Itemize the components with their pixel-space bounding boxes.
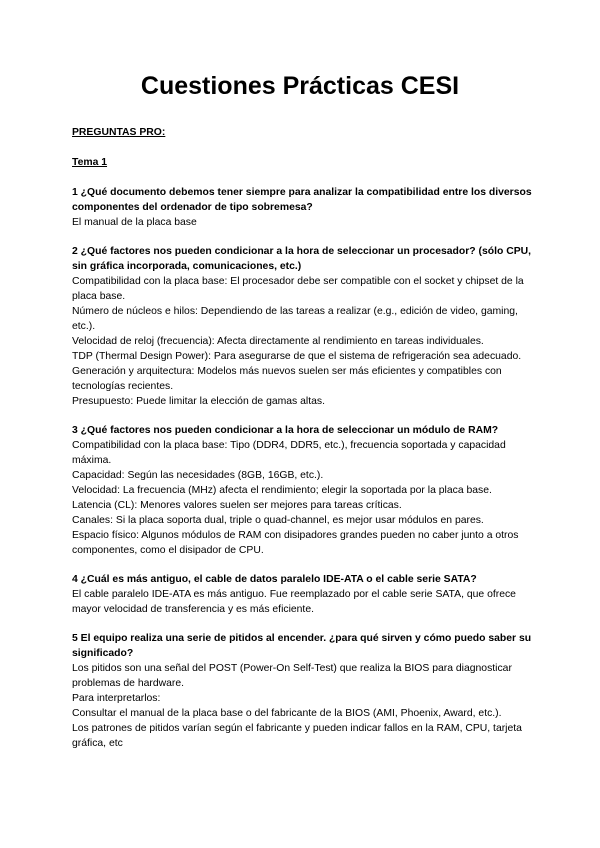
answer-line: Los patrones de pitidos varían según el fabricante y pueden indicar fallos en la RAM, CPU, tarjeta gráfica, etc	[72, 723, 522, 749]
topic-heading: Tema 1	[72, 157, 108, 168]
document-title: Cuestiones Prácticas CESI	[140, 72, 460, 100]
answer-line: Número de núcleos e hilos: Dependiendo de las tareas a realizar (e.g., edición de video, gaming, etc.).	[72, 306, 518, 332]
answer-line: TDP (Thermal Design Power): Para asegurarse de que el sistema de refrigeración sea adecuado.	[72, 351, 522, 362]
answer-line: Compatibilidad con la placa base: Tipo (DDR4, DDR5, etc.), frecuencia soportada y capacidad máxima.	[72, 440, 506, 466]
answer-line: Capacidad: Según las necesidades (8GB, 16GB, etc.).	[72, 470, 324, 481]
answer-line: Velocidad de reloj (frecuencia): Afecta directamente al rendimiento en tareas individuales.	[72, 336, 484, 347]
answer-line: Latencia (CL): Menores valores suelen ser mejores para tareas críticas.	[72, 500, 402, 511]
answer-line: Espacio físico: Algunos módulos de RAM con disipadores grandes pueden no caber junto a otros componentes, como el disipador de CPU.	[72, 530, 519, 556]
answer-line: Compatibilidad con la placa base: El procesador debe ser compatible con el socket y chipset de la placa base.	[72, 276, 524, 302]
answer-line: Presupuesto: Puede limitar la elección de gamas altas.	[72, 396, 325, 407]
question-title: 2 ¿Qué factores nos pueden condicionar a la hora de seleccionar un procesador? (sólo CPU, sin gráfica incorporada, comunicaciones, etc.)	[72, 246, 532, 272]
question-block	[72, 631, 542, 751]
question-block	[72, 423, 542, 558]
answer-line: Velocidad: La frecuencia (MHz) afecta el rendimiento; elegir la soportada por la placa base.	[72, 485, 492, 496]
question-list	[72, 185, 542, 751]
document-body	[72, 125, 542, 765]
question-title: 4 ¿Cuál es más antiguo, el cable de datos paralelo IDE-ATA o el cable serie SATA?	[72, 574, 477, 585]
answer-line: Consultar el manual de la placa base o del fabricante de la BIOS (AMI, Phoenix, Award, etc.).	[72, 708, 502, 719]
question-title: 1 ¿Qué documento debemos tener siempre para analizar la compatibilidad entre los diversos componentes del ordenador de tipo sobremesa?	[72, 187, 532, 213]
answer-line: Canales: Si la placa soporta dual, triple o quad-channel, es mejor usar módulos en pares.	[72, 515, 484, 526]
answer-line: Los pitidos son una señal del POST (Power-On Self-Test) que realiza la BIOS para diagnosticar problemas de hardware.	[72, 663, 512, 689]
question-title: 3 ¿Qué factores nos pueden condicionar a la hora de seleccionar un módulo de RAM?	[72, 425, 499, 436]
question-block	[72, 185, 542, 230]
answer-line: Generación y arquitectura: Modelos más nuevos suelen ser más eficientes y compatibles con tecnologías recientes.	[72, 366, 502, 392]
question-block	[72, 244, 542, 409]
question-block	[72, 572, 542, 617]
answer-line: El manual de la placa base	[72, 217, 197, 228]
answer-line: El cable paralelo IDE-ATA es más antiguo. Fue reemplazado por el cable serie SATA, que ofrece mayor velocidad de transferencia y es más eficiente.	[72, 589, 516, 615]
answer-line: Para interpretarlos:	[72, 693, 161, 704]
question-title: 5 El equipo realiza una serie de pitidos al encender. ¿para qué sirven y cómo puedo saber su significado?	[72, 633, 532, 659]
section-heading: PREGUNTAS PRO:	[72, 127, 166, 138]
